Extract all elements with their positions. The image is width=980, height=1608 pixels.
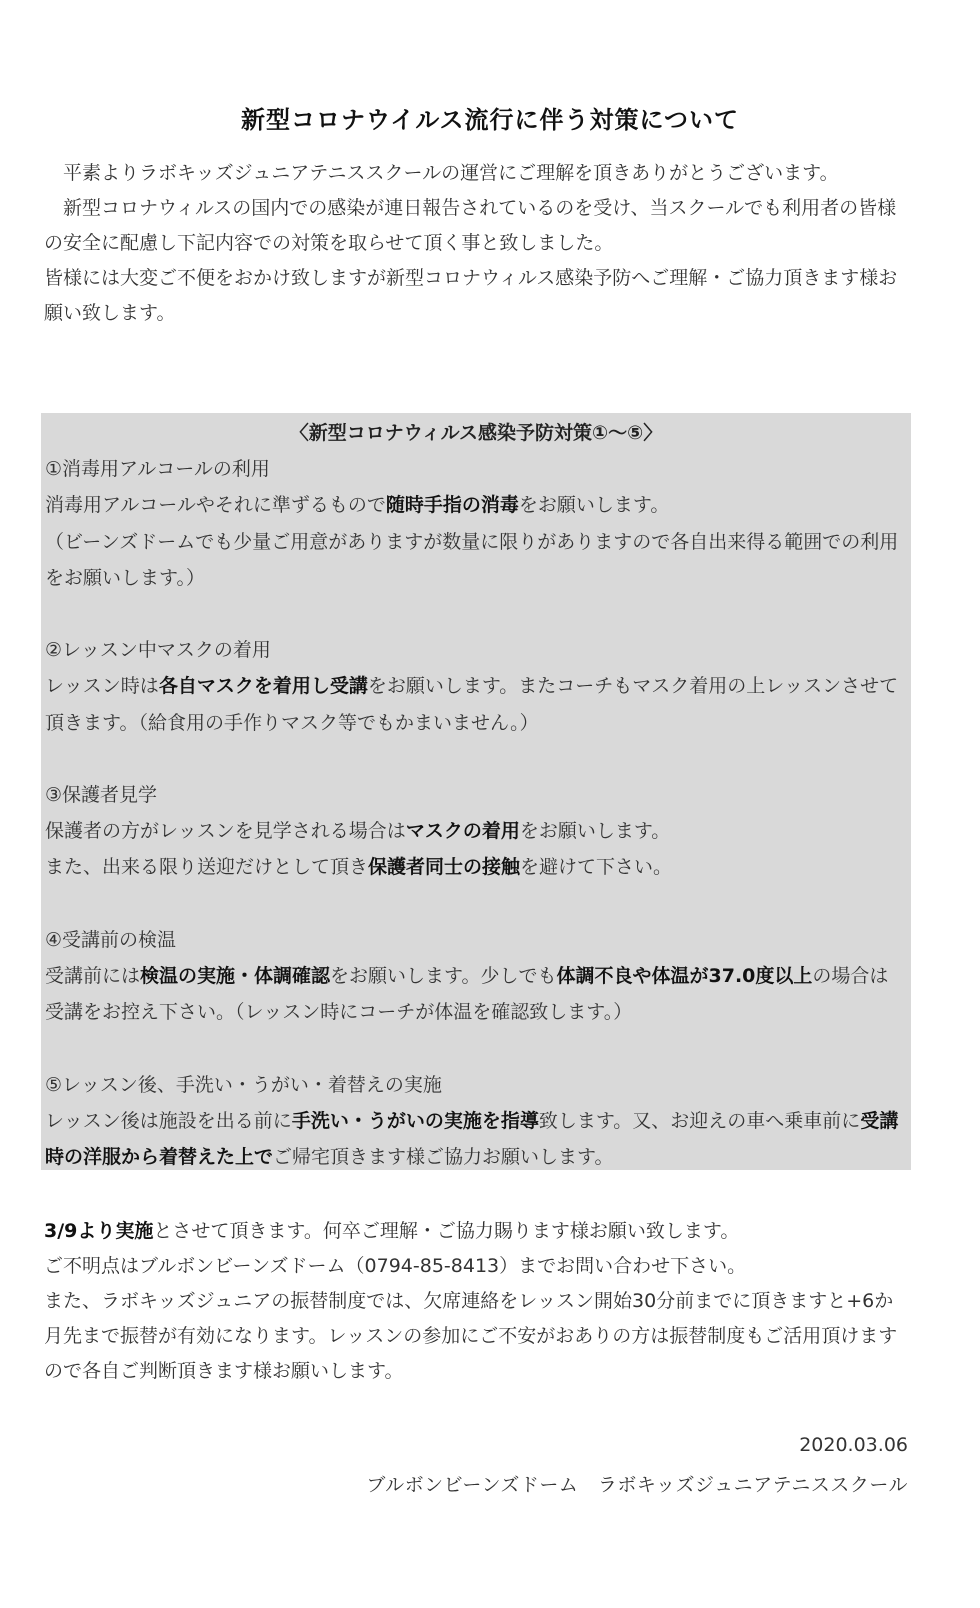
measure-heading: ④受講前の検温 [45, 928, 177, 951]
measure-heading: ③保護者見学 [45, 784, 158, 806]
outro-paragraph: 3/9より実施とさせて頂きます。何卒ご理解・ご協力賜ります様お願い致します。 [44, 1220, 740, 1242]
intro-section [44, 156, 899, 331]
measure-heading: ⑤レッスン後、手洗い・うがい・着替えの実施 [45, 1073, 442, 1096]
page-title: 新型コロナウイルス流行に伴う対策について [240, 106, 740, 134]
emphasis: 各自マスクを着用し受講 [158, 675, 368, 698]
measure-text: レッスン後は施設を出る前に手洗い・うがいの実施を指導致します。又、お迎えの車へ乗車前に受講時の洋服から着替えた上でご帰宅頂きます様ご協力お願いします。 [45, 1109, 899, 1168]
issue-date: 2020.03.06 [799, 1434, 908, 1456]
measure-text: レッスン時は各自マスクを着用し受講をお願いします。またコーチもマスク着用の上レッスンさせて頂きます。（給食用の手作りマスク等でもかまいません。） [45, 675, 899, 734]
emphasis: 保護者同士の接触 [368, 856, 521, 879]
emphasis: マスクの着用 [405, 820, 520, 843]
measure-text: （ビーンズドームでも少量ご用意がありますが数量に限りがありますので各自出来得る範囲での利用をお願いします。） [45, 530, 899, 589]
intro-paragraph: 皆様には大変ご不便をおかけ致しますが新型コロナウィルス感染予防へご理解・ご協力頂きます様お願い致します。 [44, 267, 898, 324]
measure-heading: ②レッスン中マスクの着用 [45, 639, 271, 662]
measure-text: 受講前には検温の実施・体調確認をお願いします。少しでも体調不良や体温が37.0度以上の場合は受講をお控え下さい。（レッスン時にコーチが体温を確認致します。） [45, 965, 889, 1024]
measure-4 [45, 922, 907, 1031]
measure-text: 保護者の方がレッスンを見学される場合はマスクの着用をお願いします。 [45, 820, 671, 843]
measure-1 [45, 451, 907, 596]
signature: ブルボンビーンズドーム ラボキッズジュニアテニススクール [366, 1474, 908, 1496]
emphasis: 受講時の洋服から着替えた上で [45, 1109, 899, 1168]
outro-section [44, 1214, 904, 1389]
intro-paragraph: 平素よりラボキッズジュニアテニススクールの運営にご理解を頂きありがとうございます。 [44, 162, 839, 184]
emphasis: 検温の実施・体調確認 [140, 965, 331, 987]
contact-paragraph: ご不明点はブルボンビーンズドーム（0794-85-8413）までお問い合わせ下さい。 [44, 1255, 747, 1277]
measures-box [41, 413, 911, 1170]
measures-title: 〈新型コロナウィルス感染予防対策①〜⑤〉 [289, 422, 663, 444]
outro-paragraph: また、ラボキッズジュニアの振替制度では、欠席連絡をレッスン開始30分前までに頂きますと+6か月先まで振替が有効になります。レッスンの参加にご不安がおありの方は振替制度もご活用頂けますので各自ご判断頂きます様お願いします。 [44, 1290, 898, 1382]
start-date-emphasis: 3/9より実施 [44, 1220, 154, 1242]
emphasis: 体調不良や体温が37.0度以上 [556, 965, 813, 987]
measure-text: また、出来る限り送迎だけとして頂き保護者同士の接触を避けて下さい。 [45, 856, 673, 879]
measure-2 [45, 632, 907, 741]
emphasis: 手洗い・うがいの実施を指導 [291, 1109, 539, 1132]
emphasis: 随時手指の消毒 [385, 494, 519, 517]
measure-3 [45, 777, 907, 886]
measure-text: 消毒用アルコールやそれに準ずるもので随時手指の消毒をお願いします。 [45, 494, 670, 517]
intro-paragraph: 新型コロナウィルスの国内での感染が連日報告されているのを受け、当スクールでも利用者の皆様の安全に配慮し下記内容での対策を取らせて頂く事と致しました。 [44, 197, 897, 254]
measure-heading: ①消毒用アルコールの利用 [45, 458, 270, 481]
measure-5 [45, 1067, 907, 1176]
